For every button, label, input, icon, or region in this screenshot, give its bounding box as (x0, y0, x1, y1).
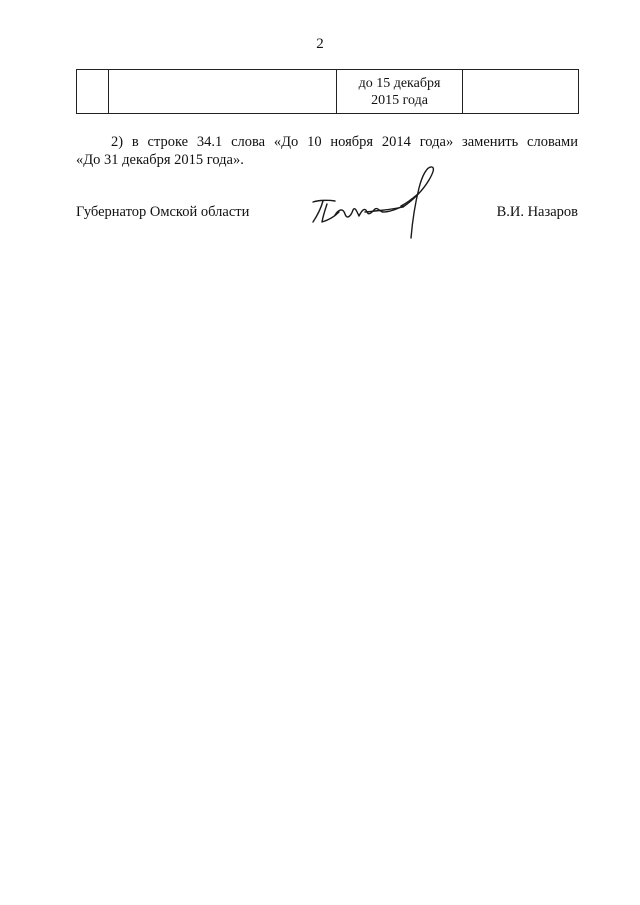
table-cell-number (77, 70, 109, 114)
page-number: 2 (316, 36, 324, 52)
deadline-line-1: до 15 декабря (358, 75, 441, 91)
amendment-table (76, 69, 579, 114)
signer-name: В.И. Назаров (496, 204, 578, 220)
paragraph-line-1: 2) в строке 34.1 слова «До 10 ноября 2014 года» заменить словами (111, 134, 578, 150)
signer-title: Губернатор Омской области (76, 204, 250, 220)
table-cell-deadline (337, 70, 463, 114)
paragraph-line-2: «До 31 декабря 2015 года». (76, 152, 244, 168)
table-cell-responsible (463, 70, 579, 114)
deadline-line-2: 2015 года (371, 92, 428, 108)
handwritten-signature-icon (305, 160, 455, 242)
table-cell-description (109, 70, 337, 114)
table-row (77, 70, 579, 114)
